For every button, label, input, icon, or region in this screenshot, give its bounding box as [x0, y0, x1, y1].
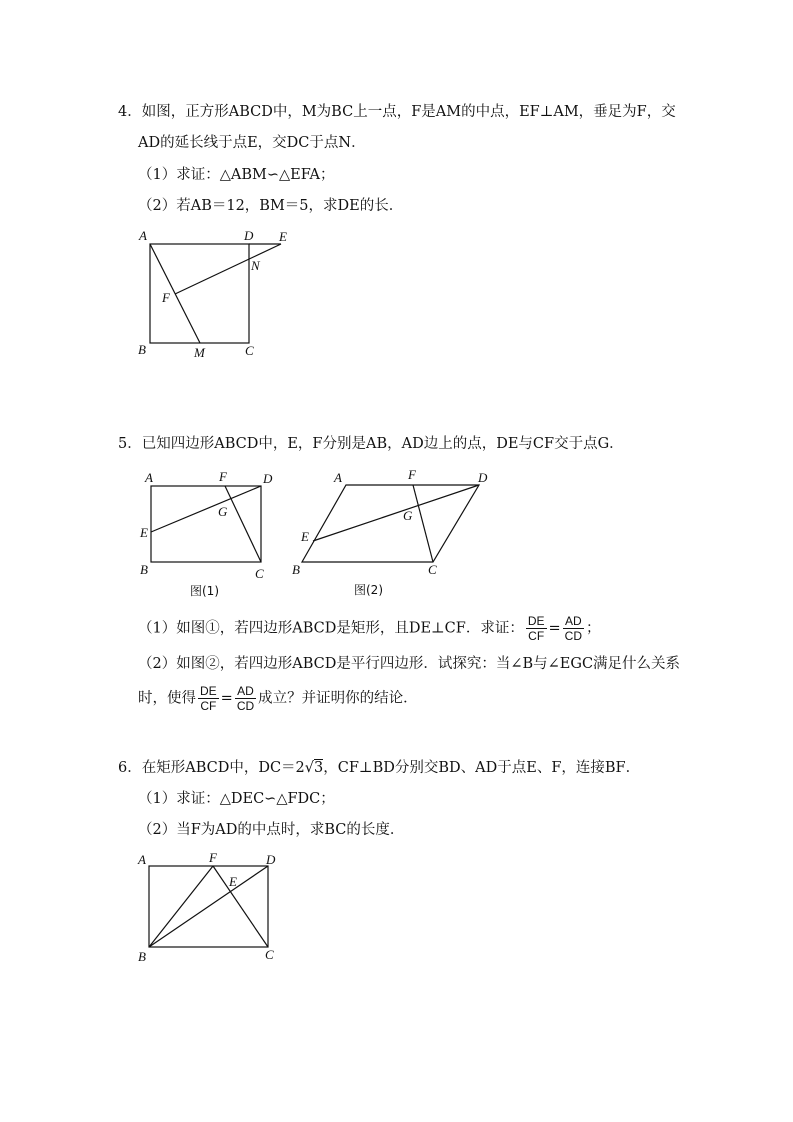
q6-statement-start: 6．在矩形ABCD中，DC＝2 — [118, 760, 305, 776]
frac-denominator: CD — [236, 699, 255, 713]
q6-part2: （2）当F为AD的中点时，求BC的长度． — [138, 822, 405, 838]
frac-numerator: DE — [200, 684, 217, 698]
q5-fig2-label-e: E — [301, 529, 309, 544]
frac-denominator: CF — [200, 699, 217, 713]
q5-fig1-label-a: A — [145, 470, 153, 485]
q5-fig1-label-f: F — [219, 469, 227, 484]
q6-segment-bd — [149, 866, 268, 947]
q5-fig2-label-c: C — [428, 562, 437, 577]
q5-part2-end: 成立？并证明你的结论． — [258, 690, 418, 707]
sqrt-radicand: 3 — [314, 760, 324, 776]
q4-statement-line2: AD的延长线于点E，交DC于点N． — [138, 135, 366, 151]
q5-fig2-caption: 图(2) — [354, 583, 383, 597]
q5-fig1-label-c: C — [255, 566, 264, 581]
q5-part1-end: ； — [586, 620, 601, 637]
frac-numerator: DE — [527, 614, 545, 628]
q4-label-a: A — [139, 228, 147, 243]
q5-fig2-label-a: A — [334, 470, 342, 485]
q6-label-d: D — [266, 852, 276, 867]
q5-fig2-label-d: D — [478, 470, 488, 485]
q4-statement-line1: 4．如图，正方形ABCD中，M为BC上一点，F是AM的中点，EF⊥AM，垂足为F，交 — [118, 104, 676, 120]
sqrt-symbol: √ — [304, 760, 315, 776]
q5-part2-line1: （2）如图②，若四边形ABCD是平行四边形．试探究：当∠B与∠EGC满足什么关系 — [138, 656, 681, 672]
q6-label-f: F — [209, 850, 217, 865]
q6-label-b: B — [138, 949, 146, 964]
q5-fig1-label-e: E — [140, 525, 148, 540]
q5-fig2-label-b: B — [292, 562, 300, 577]
frac-numerator: AD — [237, 684, 254, 698]
frac-denominator: CF — [528, 629, 545, 643]
equals-sign: = — [548, 620, 561, 637]
equals-sign: = — [220, 690, 233, 707]
q6-label-a: A — [138, 852, 146, 867]
q4-label-d: D — [244, 228, 254, 243]
frac-denominator: CD — [564, 629, 583, 643]
q5-part1-text: （1）如图①，若四边形ABCD是矩形，且DE⊥CF．求证： — [138, 620, 524, 637]
frac-numerator: AD — [565, 614, 582, 628]
q4-label-m: M — [194, 345, 205, 360]
q4-label-n: N — [251, 258, 260, 273]
q6-segment-fc — [213, 866, 268, 947]
q5-part2-text: 时，使得 — [138, 690, 196, 707]
q4-part1: （1）求证：△ABM∽△EFA； — [138, 167, 335, 183]
q5-fig1-label-b: B — [140, 562, 148, 577]
q6-label-e: E — [229, 874, 237, 889]
q6-part1: （1）求证：△DEC∽△FDC； — [138, 791, 335, 807]
q5-fig2-label-g: G — [403, 508, 413, 523]
q4-label-f: F — [162, 290, 170, 305]
q6-statement-end: ，CF⊥BD分别交BD、AD于点E、F，连接BF． — [323, 760, 641, 776]
q5-fig2-label-f: F — [408, 467, 416, 482]
q5-statement: 5．已知四边形ABCD中，E，F分别是AB，AD边上的点，DE与CF交于点G． — [118, 436, 624, 452]
q6-segment-bf — [149, 866, 213, 947]
q4-label-e: E — [279, 229, 287, 244]
q4-label-c: C — [245, 343, 254, 358]
q4-label-b: B — [138, 342, 146, 357]
q5-fig1-caption: 图(1) — [190, 584, 219, 598]
q4-part2: （2）若AB＝12，BM＝5，求DE的长． — [138, 198, 404, 214]
q5-fig1-label-g: G — [218, 504, 228, 519]
q5-fig1-label-d: D — [263, 471, 273, 486]
q6-label-c: C — [265, 947, 274, 962]
